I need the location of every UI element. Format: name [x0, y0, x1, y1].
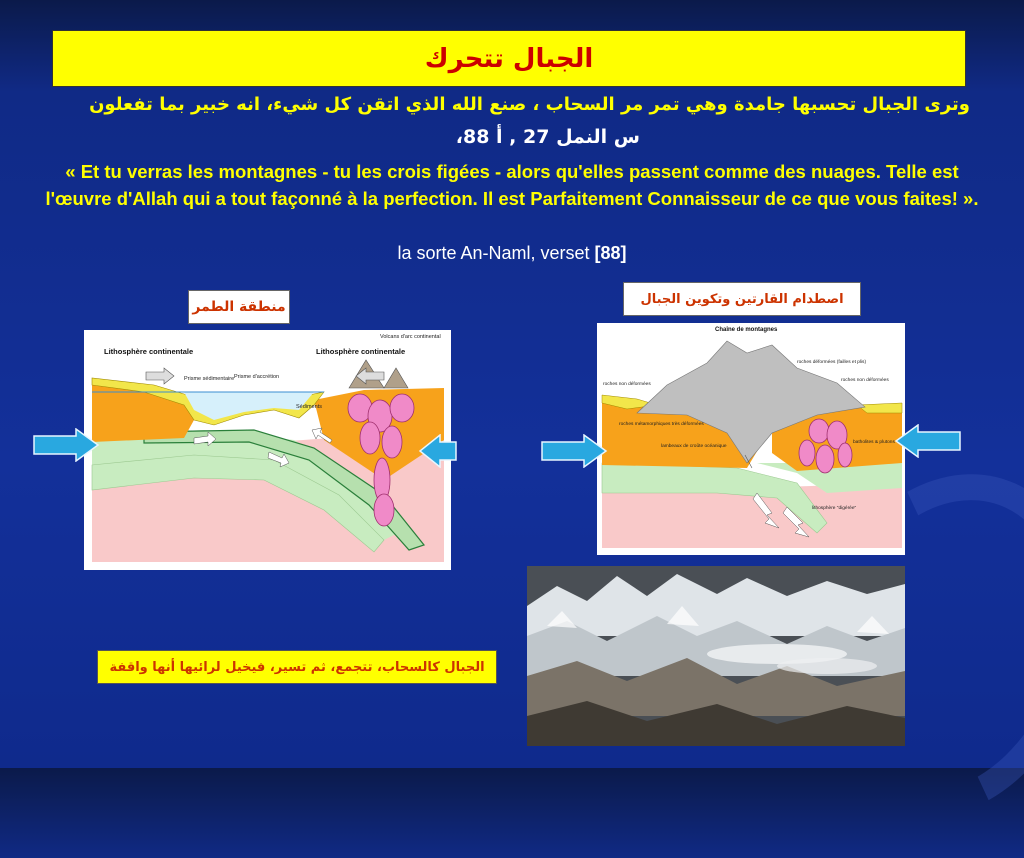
subduction-illustration: [84, 330, 451, 570]
subduction-diagram: [84, 330, 451, 570]
caption-box: [97, 650, 497, 684]
roches-non-right-text: roches non déformées: [841, 378, 889, 383]
collision-label-text: اصطدام القارتين وتكوين الجبال: [640, 291, 844, 307]
litho-left-text: Lithosphère continentale: [104, 347, 194, 356]
collision-right-arrow-icon: [894, 424, 962, 458]
roches-def-text: roches déformées (failles et plis): [797, 360, 867, 365]
roches-meta-text: roches métamorphiques très déformées: [619, 422, 704, 427]
prisme-acc-text: Prisme d'accrétion: [234, 374, 280, 380]
right-push-arrow-icon: [418, 434, 458, 468]
sediments-text: Sédiments: [296, 404, 322, 410]
verse-ref-prefix: la sorte An-Naml, verset: [397, 243, 595, 263]
page-title: الجبال تتحرك: [424, 43, 594, 74]
collision-left-arrow-icon: [540, 434, 608, 468]
litho-dig-text: lithosphère "digérée": [812, 506, 857, 511]
batholites-text: batholites & plutons: [853, 440, 895, 445]
collision-illustration: [597, 323, 905, 555]
verse-ref-arabic: س النمل 27 , أ 88،: [455, 126, 640, 148]
subduction-label-text: منطقة الطمر: [192, 299, 286, 315]
verse-ref-number: [88]: [594, 243, 627, 263]
verse-ref-french: [0, 243, 1024, 264]
verse-french: « Et tu verras les montagnes - tu les crois figées - alors qu'elles passent comme des nuages. Telle est l'œuvre d'Allah qui a tout façonné à la perfection. Il est Parfaitement Connaisseur de ce que vous faites! ».: [45, 161, 979, 209]
roches-non-left-text: roches non déformées: [603, 382, 651, 387]
left-push-arrow-icon: [32, 428, 100, 462]
verse-arabic: وترى الجبال تحسبها جامدة وهي تمر مر السحاب ، صنع الله الذي اتقن كل شيء، انه خبير بما تفعلون: [89, 94, 970, 115]
caption-text: الجبال كالسحاب، تتجمع، ثم تسير، فيخيل لرائيها أنها واقفة: [109, 659, 485, 675]
title-bar: [52, 30, 966, 87]
prisme-sed-text: Prisme sédimentaire: [184, 376, 235, 382]
collision-diagram: [597, 323, 905, 555]
mountains-photo: [527, 566, 905, 746]
lambeaux-text: lambeaux de croûte océanique: [661, 444, 727, 449]
subduction-label: [188, 290, 290, 324]
collision-label: [623, 282, 861, 316]
volcans-text: Volcans d'arc continental: [380, 334, 441, 340]
litho-right-text: Lithosphère continentale: [316, 347, 406, 356]
chaine-text: Chaîne de montagnes: [715, 327, 778, 333]
mountains-photo-art: [527, 566, 905, 746]
